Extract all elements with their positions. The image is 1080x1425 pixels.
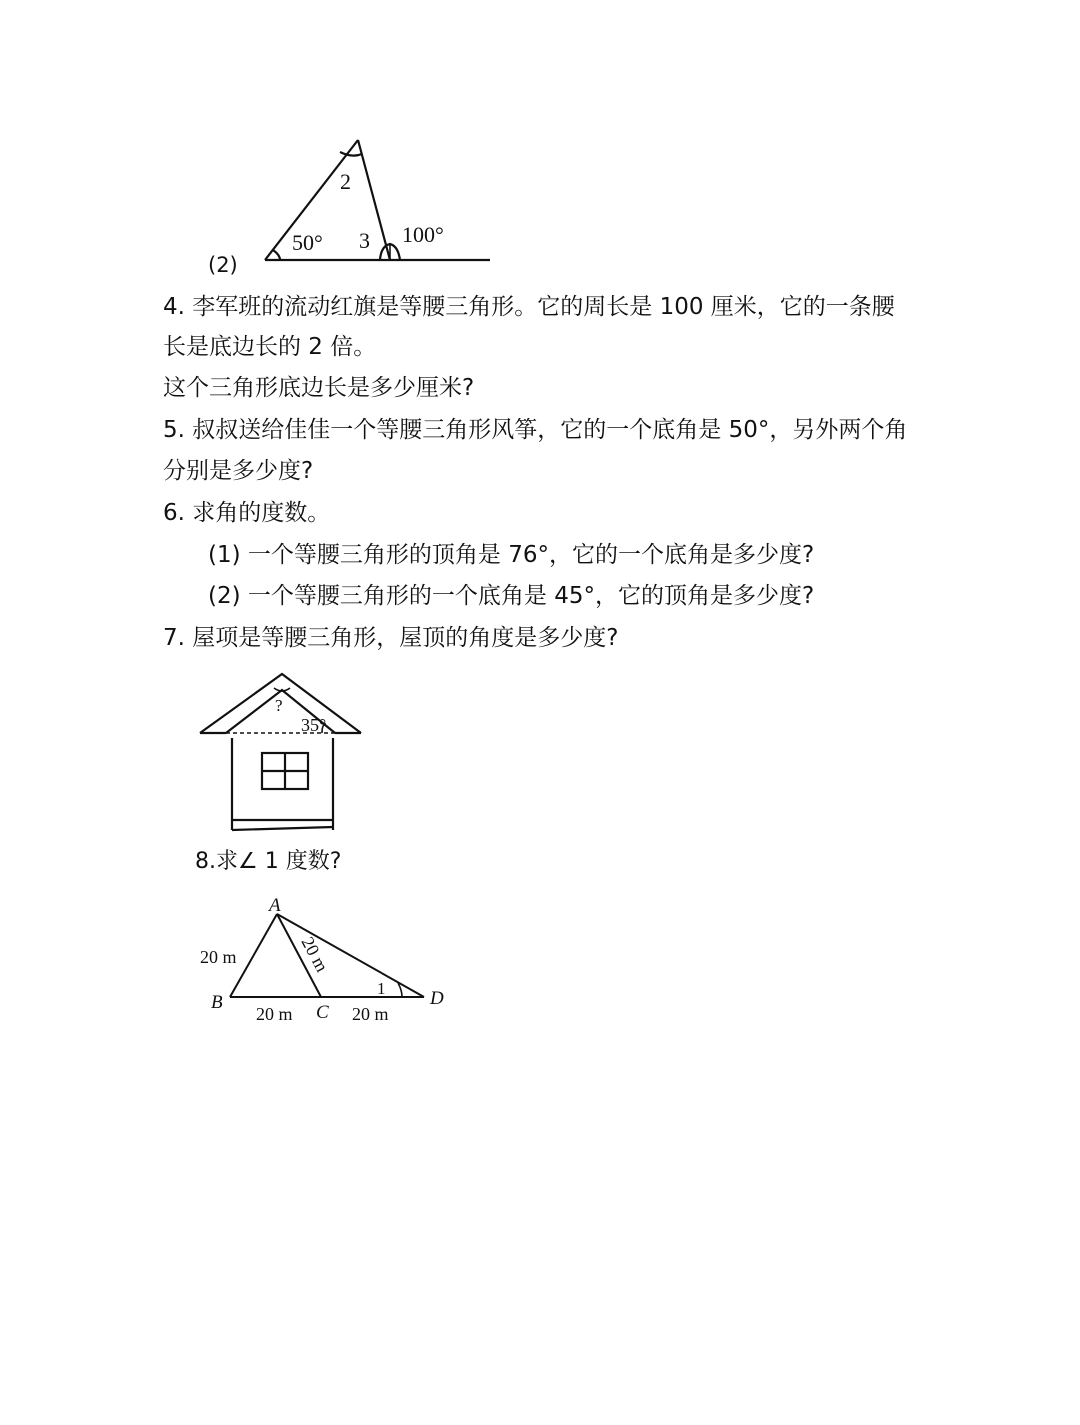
vertex-b: B bbox=[211, 992, 223, 1013]
angle-50-label: 50° bbox=[292, 230, 323, 255]
q6-sub1: (1) 一个等腰三角形的顶角是 76°，它的一个底角是多少度? bbox=[208, 542, 815, 568]
q8-text: 8.求∠ 1 度数? bbox=[195, 849, 342, 874]
side-cd-label: 20 m bbox=[352, 1004, 389, 1024]
angle-100-label: 100° bbox=[402, 222, 444, 247]
q7-text: 7. 屋项是等腰三角形，屋顶的角度是多少度? bbox=[163, 625, 619, 651]
angle-2-label: 2 bbox=[340, 169, 351, 194]
side-ac-label: 20 m bbox=[297, 933, 333, 976]
side-bc-label: 20 m bbox=[256, 1004, 293, 1024]
angle-1-label: 1 bbox=[377, 979, 386, 998]
house-question-mark: ? bbox=[275, 696, 283, 715]
house-angle-35: 35° bbox=[301, 715, 327, 735]
q5-line1: 5. 叔叔送给佳佳一个等腰三角形风筝，它的一个底角是 50°，另外两个角 bbox=[163, 417, 908, 443]
q4-line1: 4. 李军班的流动红旗是等腰三角形。它的周长是 100 厘米，它的一条腰 bbox=[163, 294, 895, 320]
side-ab-label: 20 m bbox=[200, 947, 237, 967]
angle-3-label: 3 bbox=[359, 228, 370, 253]
vertex-a: A bbox=[269, 895, 281, 916]
q5-line2: 分别是多少度? bbox=[163, 458, 314, 484]
q6-title: 6. 求角的度数。 bbox=[163, 500, 331, 526]
q4-line3: 这个三角形底边长是多少厘米? bbox=[163, 375, 475, 401]
q6-sub2: (2) 一个等腰三角形的一个底角是 45°，它的顶角是多少度? bbox=[208, 583, 815, 609]
q4-line2: 长是底边长的 2 倍。 bbox=[163, 334, 377, 360]
vertex-d: D bbox=[430, 988, 444, 1009]
vertex-c: C bbox=[316, 1002, 329, 1023]
figure-2-sub-label: (2) bbox=[208, 253, 238, 277]
